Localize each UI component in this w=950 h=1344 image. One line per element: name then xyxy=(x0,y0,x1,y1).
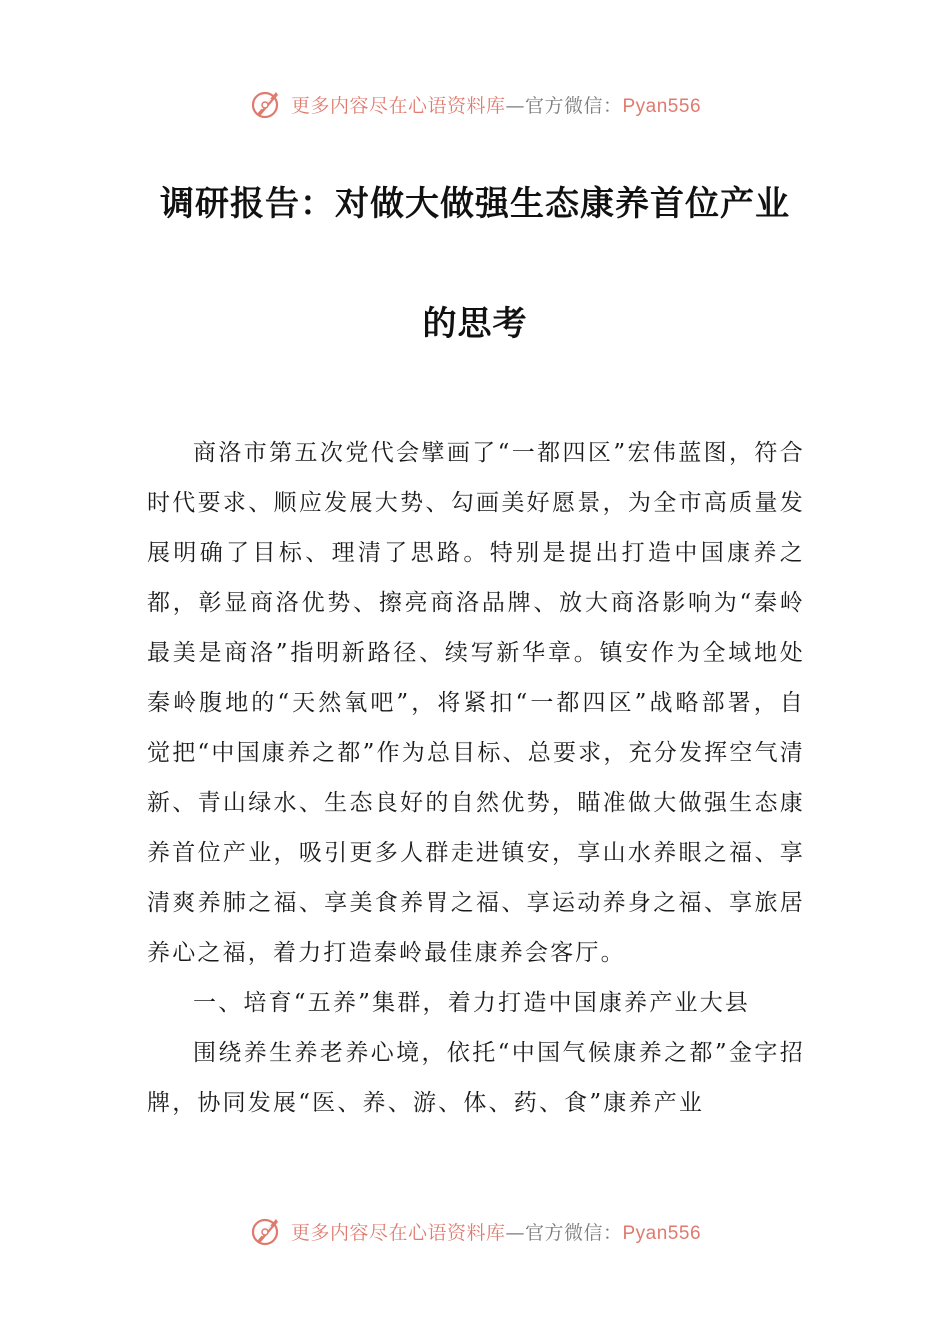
header-watermark-banner xyxy=(0,84,950,124)
banner-prefix: 更多内容尽在心语资料库 xyxy=(290,94,506,117)
banner-dash: — xyxy=(505,1221,525,1244)
banner-text xyxy=(291,1218,701,1245)
banner-wechat-id: Pyan556 xyxy=(622,1222,702,1244)
paragraph-section-1: 围绕养生养老养心境，依托“中国气候康养之都”金字招牌，协同发展“医、养、游、体、药、食”康养产业 xyxy=(147,1040,805,1116)
paragraph-intro: 商洛市第五次党代会擘画了“一都四区”宏伟蓝图，符合时代要求、顺应发展大势、勾画美好愿景，为全市高质量发展明确了目标、理清了思路。特别是提出打造中国康养之都，彰显商洛优势、擦亮商洛品牌、放大商洛影响为“秦岭最美是商洛”指明新路径、续写新华章。镇安作为全域地处秦岭腹地的“天然氧吧”，将紧扣“一都四区”战略部署，自觉把“中国康养之都”作为总目标、总要求，充分发挥空气清新、青山绿水、生态良好的自然优势，瞄准做大做强生态康养首位产业，吸引更多人群走进镇安，享山水养眼之福、享清爽养肺之福、享美食养胃之福、享运动养身之福、享旅居养心之福，着力打造秦岭最佳康养会客厅。 xyxy=(147,440,805,966)
banner-text xyxy=(291,91,701,118)
banner-dash: — xyxy=(505,94,525,117)
quill-logo-icon xyxy=(249,87,283,121)
document-title-line-1: 调研报告：对做大做强生态康养首位产业 xyxy=(160,184,790,224)
document-title-line-2: 的思考 xyxy=(422,304,528,344)
banner-wechat-label: 官方微信： xyxy=(524,1221,623,1244)
banner-wechat-id: Pyan556 xyxy=(622,95,702,117)
footer-watermark-banner xyxy=(0,1211,950,1251)
document-body xyxy=(147,428,805,1128)
banner-prefix: 更多内容尽在心语资料库 xyxy=(290,1221,506,1244)
quill-logo-icon xyxy=(249,1214,283,1248)
banner-wechat-label: 官方微信： xyxy=(524,94,623,117)
section-heading-1: 一、培育“五养”集群，着力打造中国康养产业大县 xyxy=(193,990,751,1016)
